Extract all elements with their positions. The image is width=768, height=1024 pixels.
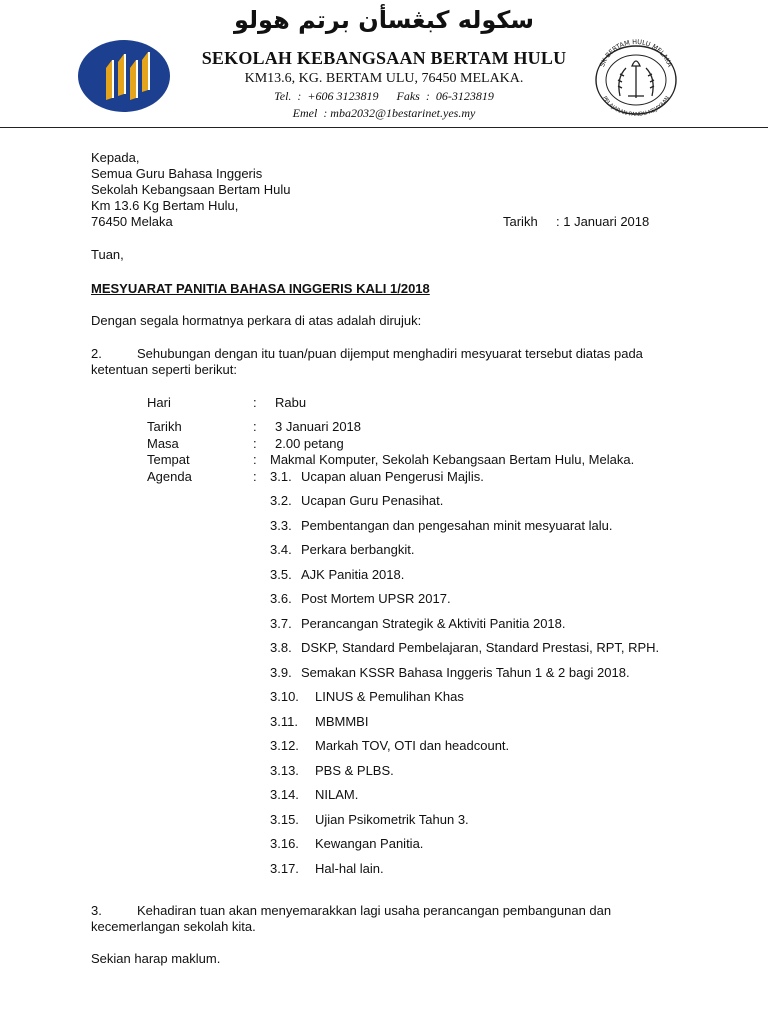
agenda-item: AJK Panitia 2018. bbox=[301, 567, 405, 582]
detail-value: Makmal Komputer, Sekolah Kebangsaan Bertam Hulu, Melaka. bbox=[270, 452, 635, 467]
recipient-line: Km 13.6 Kg Bertam Hulu, bbox=[91, 198, 239, 213]
agenda-number: 3.6. bbox=[270, 591, 292, 606]
agenda-item: Semakan KSSR Bahasa Inggeris Tahun 1 & 2 bagi 2018. bbox=[301, 665, 630, 680]
closing-line: Sekian harap maklum. bbox=[91, 951, 221, 966]
letterhead-divider bbox=[0, 127, 768, 128]
detail-label: Agenda bbox=[147, 469, 192, 484]
agenda-number: 3.16. bbox=[270, 836, 299, 851]
detail-colon: : bbox=[253, 452, 257, 467]
recipient-line: 76450 Melaka bbox=[91, 214, 173, 229]
para2-text: ketentuan seperti berikut: bbox=[91, 362, 237, 377]
crest-motto-text: PELAJARAN PANDU KEJAYAAN bbox=[600, 95, 672, 118]
agenda-item: LINUS & Pemulihan Khas bbox=[315, 689, 464, 704]
telephone: Tel. : +606 3123819 bbox=[274, 89, 379, 103]
agenda-item: Markah TOV, OTI dan headcount. bbox=[315, 738, 510, 753]
agenda-number: 3.8. bbox=[270, 640, 292, 655]
agenda-number: 3.13. bbox=[270, 763, 299, 778]
agenda-item: MBMMBI bbox=[315, 714, 369, 729]
agenda-item: PBS & PLBS. bbox=[315, 763, 394, 778]
agenda-item: Kewangan Panitia. bbox=[315, 836, 424, 851]
detail-colon: : bbox=[253, 395, 257, 410]
detail-colon: : bbox=[253, 469, 257, 484]
para3-text: kecemerlangan sekolah kita. bbox=[91, 919, 256, 934]
agenda-item: Ujian Psikometrik Tahun 3. bbox=[315, 812, 469, 827]
svg-text:SK BERTAM HULU MELAKA bbox=[598, 38, 674, 69]
fax: Faks : 06-3123819 bbox=[396, 89, 494, 103]
crest-ring-text: SK BERTAM HULU MELAKA bbox=[598, 38, 674, 69]
detail-label: Masa bbox=[147, 436, 179, 451]
subject-heading: MESYUARAT PANITIA BAHASA INGGERIS KALI 1/2018 bbox=[91, 281, 430, 296]
agenda-number: 3.10. bbox=[270, 689, 299, 704]
date-value: : 1 Januari 2018 bbox=[556, 214, 650, 229]
agenda-number: 3.15. bbox=[270, 812, 299, 827]
school-crest-right-icon bbox=[588, 38, 684, 118]
agenda-number: 3.12. bbox=[270, 738, 299, 753]
recipient-line: Sekolah Kebangsaan Bertam Hulu bbox=[91, 182, 291, 197]
intro-paragraph: Dengan segala hormatnya perkara di atas adalah dirujuk: bbox=[91, 313, 422, 328]
agenda-item: Ucapan Guru Penasihat. bbox=[301, 493, 444, 508]
agenda-item: Hal-hal lain. bbox=[315, 861, 384, 876]
detail-value: 2.00 petang bbox=[275, 436, 344, 451]
recipient-label: Kepada, bbox=[91, 150, 140, 165]
school-address: KM13.6, KG. BERTAM ULU, 76450 MELAKA. bbox=[244, 71, 524, 86]
detail-label: Hari bbox=[147, 395, 171, 410]
agenda-number: 3.17. bbox=[270, 861, 299, 876]
agenda-number: 3.7. bbox=[270, 616, 292, 631]
detail-label: Tarikh bbox=[147, 419, 182, 434]
detail-label: Tempat bbox=[147, 452, 190, 467]
agenda-number: 3.5. bbox=[270, 567, 292, 582]
agenda-number: 3.9. bbox=[270, 665, 292, 680]
agenda-item: Perancangan Strategik & Aktiviti Panitia 2018. bbox=[301, 616, 566, 631]
para2-number: 2. bbox=[91, 346, 102, 361]
recipient-line: Semua Guru Bahasa Inggeris bbox=[91, 166, 263, 181]
agenda-item: DSKP, Standard Pembelajaran, Standard Prestasi, RPT, RPH. bbox=[301, 640, 660, 655]
school-name: SEKOLAH KEBANGSAAN BERTAM HULU bbox=[201, 48, 567, 68]
agenda-item: NILAM. bbox=[315, 787, 359, 802]
agenda-item: Perkara berbangkit. bbox=[301, 542, 415, 557]
detail-value: 3 Januari 2018 bbox=[275, 419, 362, 434]
agenda-item: Pembentangan dan pengesahan minit mesyuarat lalu. bbox=[301, 518, 613, 533]
agenda-number: 3.14. bbox=[270, 787, 299, 802]
detail-colon: : bbox=[253, 436, 257, 451]
greeting: Tuan, bbox=[91, 247, 124, 262]
letterhead bbox=[0, 0, 768, 132]
para2-text: Sehubungan dengan itu tuan/puan dijemput menghadiri mesyuarat tersebut diatas pada bbox=[137, 346, 643, 361]
detail-colon: : bbox=[253, 419, 257, 434]
agenda-item: Ucapan aluan Pengerusi Majlis. bbox=[301, 469, 484, 484]
detail-value: Rabu bbox=[275, 395, 307, 410]
para3-text: Kehadiran tuan akan menyemarakkan lagi usaha perancangan pembangunan dan bbox=[137, 903, 612, 918]
agenda-number: 3.2. bbox=[270, 493, 292, 508]
agenda-item: Post Mortem UPSR 2017. bbox=[301, 591, 451, 606]
agenda-number: 3.3. bbox=[270, 518, 292, 533]
contact-line bbox=[150, 89, 618, 104]
school-name-jawi: سکوله کبڠسأن برتم هولو bbox=[234, 6, 534, 34]
svg-text:PELAJARAN PANDU KEJAYAAN bbox=[601, 95, 671, 118]
agenda-number: 3.1. bbox=[270, 469, 292, 484]
agenda-number: 3.11. bbox=[270, 714, 298, 729]
email: Emel : mba2032@1bestarinet.yes.my bbox=[292, 106, 476, 120]
para3-number: 3. bbox=[91, 903, 102, 918]
agenda-number: 3.4. bbox=[270, 542, 292, 557]
date-label: Tarikh bbox=[503, 214, 538, 229]
